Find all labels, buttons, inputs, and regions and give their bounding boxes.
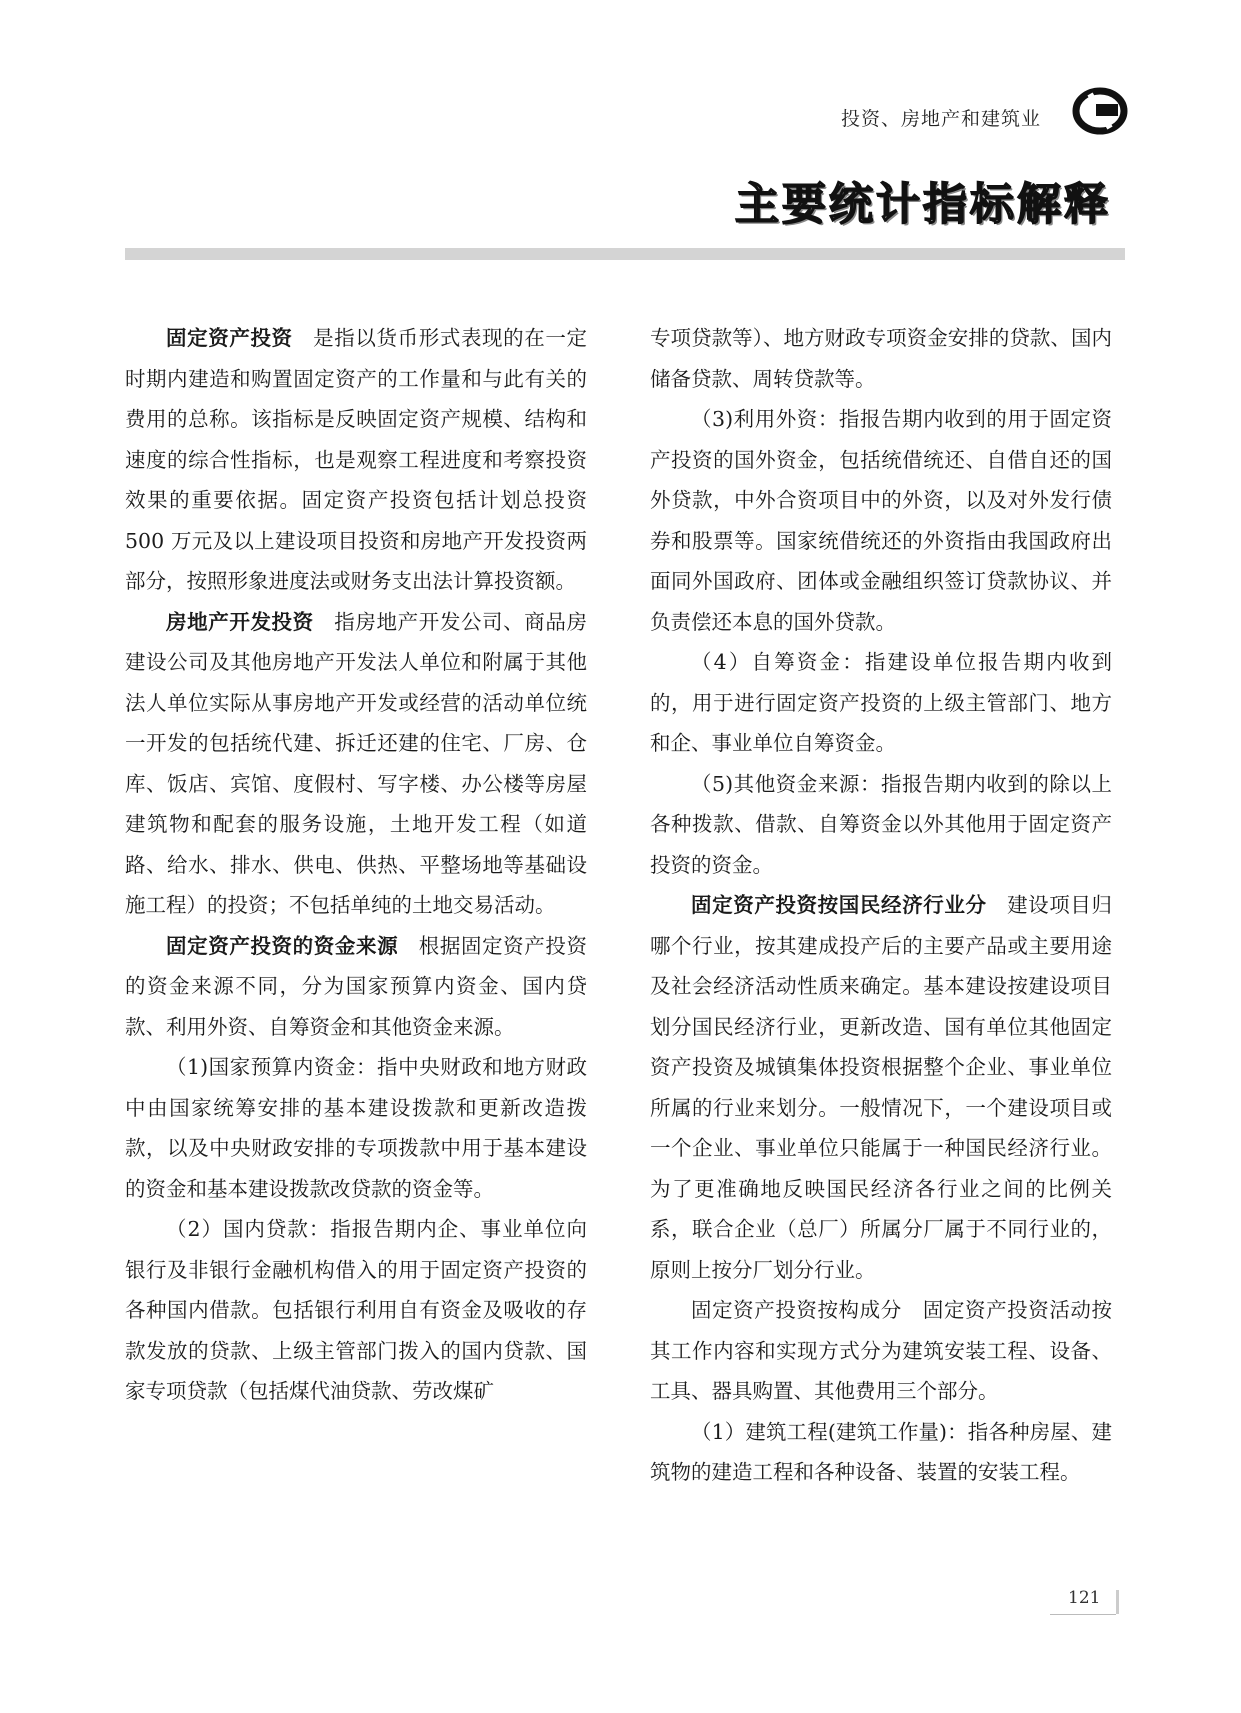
definition: 固定资产投资按构成分 固定资产投资活动按其工作内容和实现方式分为建筑安装工程、设备、工具、器具购置、其他费用三个部分。 (650, 1298, 1112, 1403)
paragraph (650, 1412, 1112, 1493)
term: 固定资产投资按国民经济行业分 (691, 893, 987, 917)
definition: （1）建筑工程(建筑工作量)：指各种房屋、建筑物的建造工程和各种设备、装置的安装工程。 (650, 1419, 1112, 1484)
section-label: 投资、房地产和建筑业 (840, 108, 1041, 130)
definition: 专项贷款等）、地方财政专项资金安排的贷款、国内储备贷款、周转贷款等。 (650, 326, 1112, 391)
page-number-tick (1116, 1590, 1119, 1614)
page-number: 121 (1068, 1588, 1101, 1608)
logo-icon (1072, 86, 1128, 136)
page-number-rule (1050, 1614, 1116, 1615)
page-title: 主要统计指标解释 (735, 179, 1111, 230)
paragraph (125, 1047, 587, 1209)
paragraph (650, 642, 1112, 764)
left-column (125, 318, 587, 1412)
paragraph (650, 885, 1112, 1290)
definition: 是指以货币形式表现的在一定时期内建造和购置固定资产的工作量和与此有关的费用的总称。该指标是反映固定资产规模、结构和速度的综合性指标，也是观察工程进度和考察投资效果的重要依据。固定资产投资包括计划总投资 500 万元及以上建设项目投资和房地产开发投资两部分，按照形象进度法或财务支出法计算投资额。 (125, 326, 588, 593)
paragraph (125, 318, 587, 602)
right-column (650, 318, 1112, 1493)
paragraph (650, 399, 1112, 642)
definition: （1)国家预算内资金：指中央财政和地方财政中由国家统筹安排的基本建设拨款和更新改造拨款，以及中央财政安排的专项拨款中用于基本建设的资金和基本建设拨款改贷款的资金等。 (125, 1055, 587, 1201)
paragraph (125, 926, 587, 1048)
paragraph (125, 1209, 587, 1412)
definition: （3)利用外资：指报告期内收到的用于固定资产投资的国外资金，包括统借统还、自借自还的国外贷款，中外合资项目中的外资，以及对外发行债券和股票等。国家统借统还的外资指由我国政府出面同外国政府、团体或金融组织签订贷款协议、并负责偿还本息的国外贷款。 (650, 407, 1112, 634)
definition: 建设项目归哪个行业，按其建成投产后的主要产品或主要用途及社会经济活动性质来确定。基本建设按建设项目划分国民经济行业，更新改造、国有单位其他固定资产投资及城镇集体投资根据整个企业、事业单位所属的行业来划分。一般情况下，一个建设项目或一个企业、事业单位只能属于一种国民经济行业。为了更准确地反映国民经济各行业之间的比例关系，联合企业（总厂）所属分厂属于不同行业的，原则上按分厂划分行业。 (650, 893, 1113, 1282)
definition: 指房地产开发公司、商品房建设公司及其他房地产开发法人单位和附属于其他法人单位实际从事房地产开发或经营的活动单位统一开发的包括统代建、拆迁还建的住宅、厂房、仓库、饭店、宾馆、度假村、写字楼、办公楼等房屋建筑物和配套的服务设施，土地开发工程（如道路、给水、排水、供电、供热、平整场地等基础设施工程）的投资；不包括单纯的土地交易活动。 (125, 609, 588, 917)
term: 固定资产投资 (166, 326, 293, 350)
paragraph (650, 1290, 1112, 1412)
term: 房地产开发投资 (166, 609, 314, 634)
definition: （2）国内贷款：指报告期内企、事业单位向银行及非银行金融机构借入的用于固定资产投资的各种国内借款。包括银行利用自有资金及吸收的存款发放的贷款、上级主管部门拨入的国内贷款、国家专项贷款（包括煤代油贷款、劳改煤矿 (125, 1217, 587, 1403)
paragraph (650, 318, 1112, 399)
paragraph (125, 602, 587, 926)
definition: （5)其他资金来源：指报告期内收到的除以上各种拨款、借款、自筹资金以外其他用于固定资产投资的资金。 (650, 771, 1112, 877)
term: 固定资产投资的资金来源 (166, 933, 399, 958)
paragraph (650, 764, 1112, 886)
definition: 根据固定资产投资的资金来源不同，分为国家预算内资金、国内贷款、利用外资、自筹资金和其他资金来源。 (125, 933, 588, 1039)
definition: （4）自筹资金：指建设单位报告期内收到的，用于进行固定资产投资的上级主管部门、地方和企、事业单位自筹资金。 (650, 650, 1112, 755)
title-divider (125, 248, 1125, 260)
